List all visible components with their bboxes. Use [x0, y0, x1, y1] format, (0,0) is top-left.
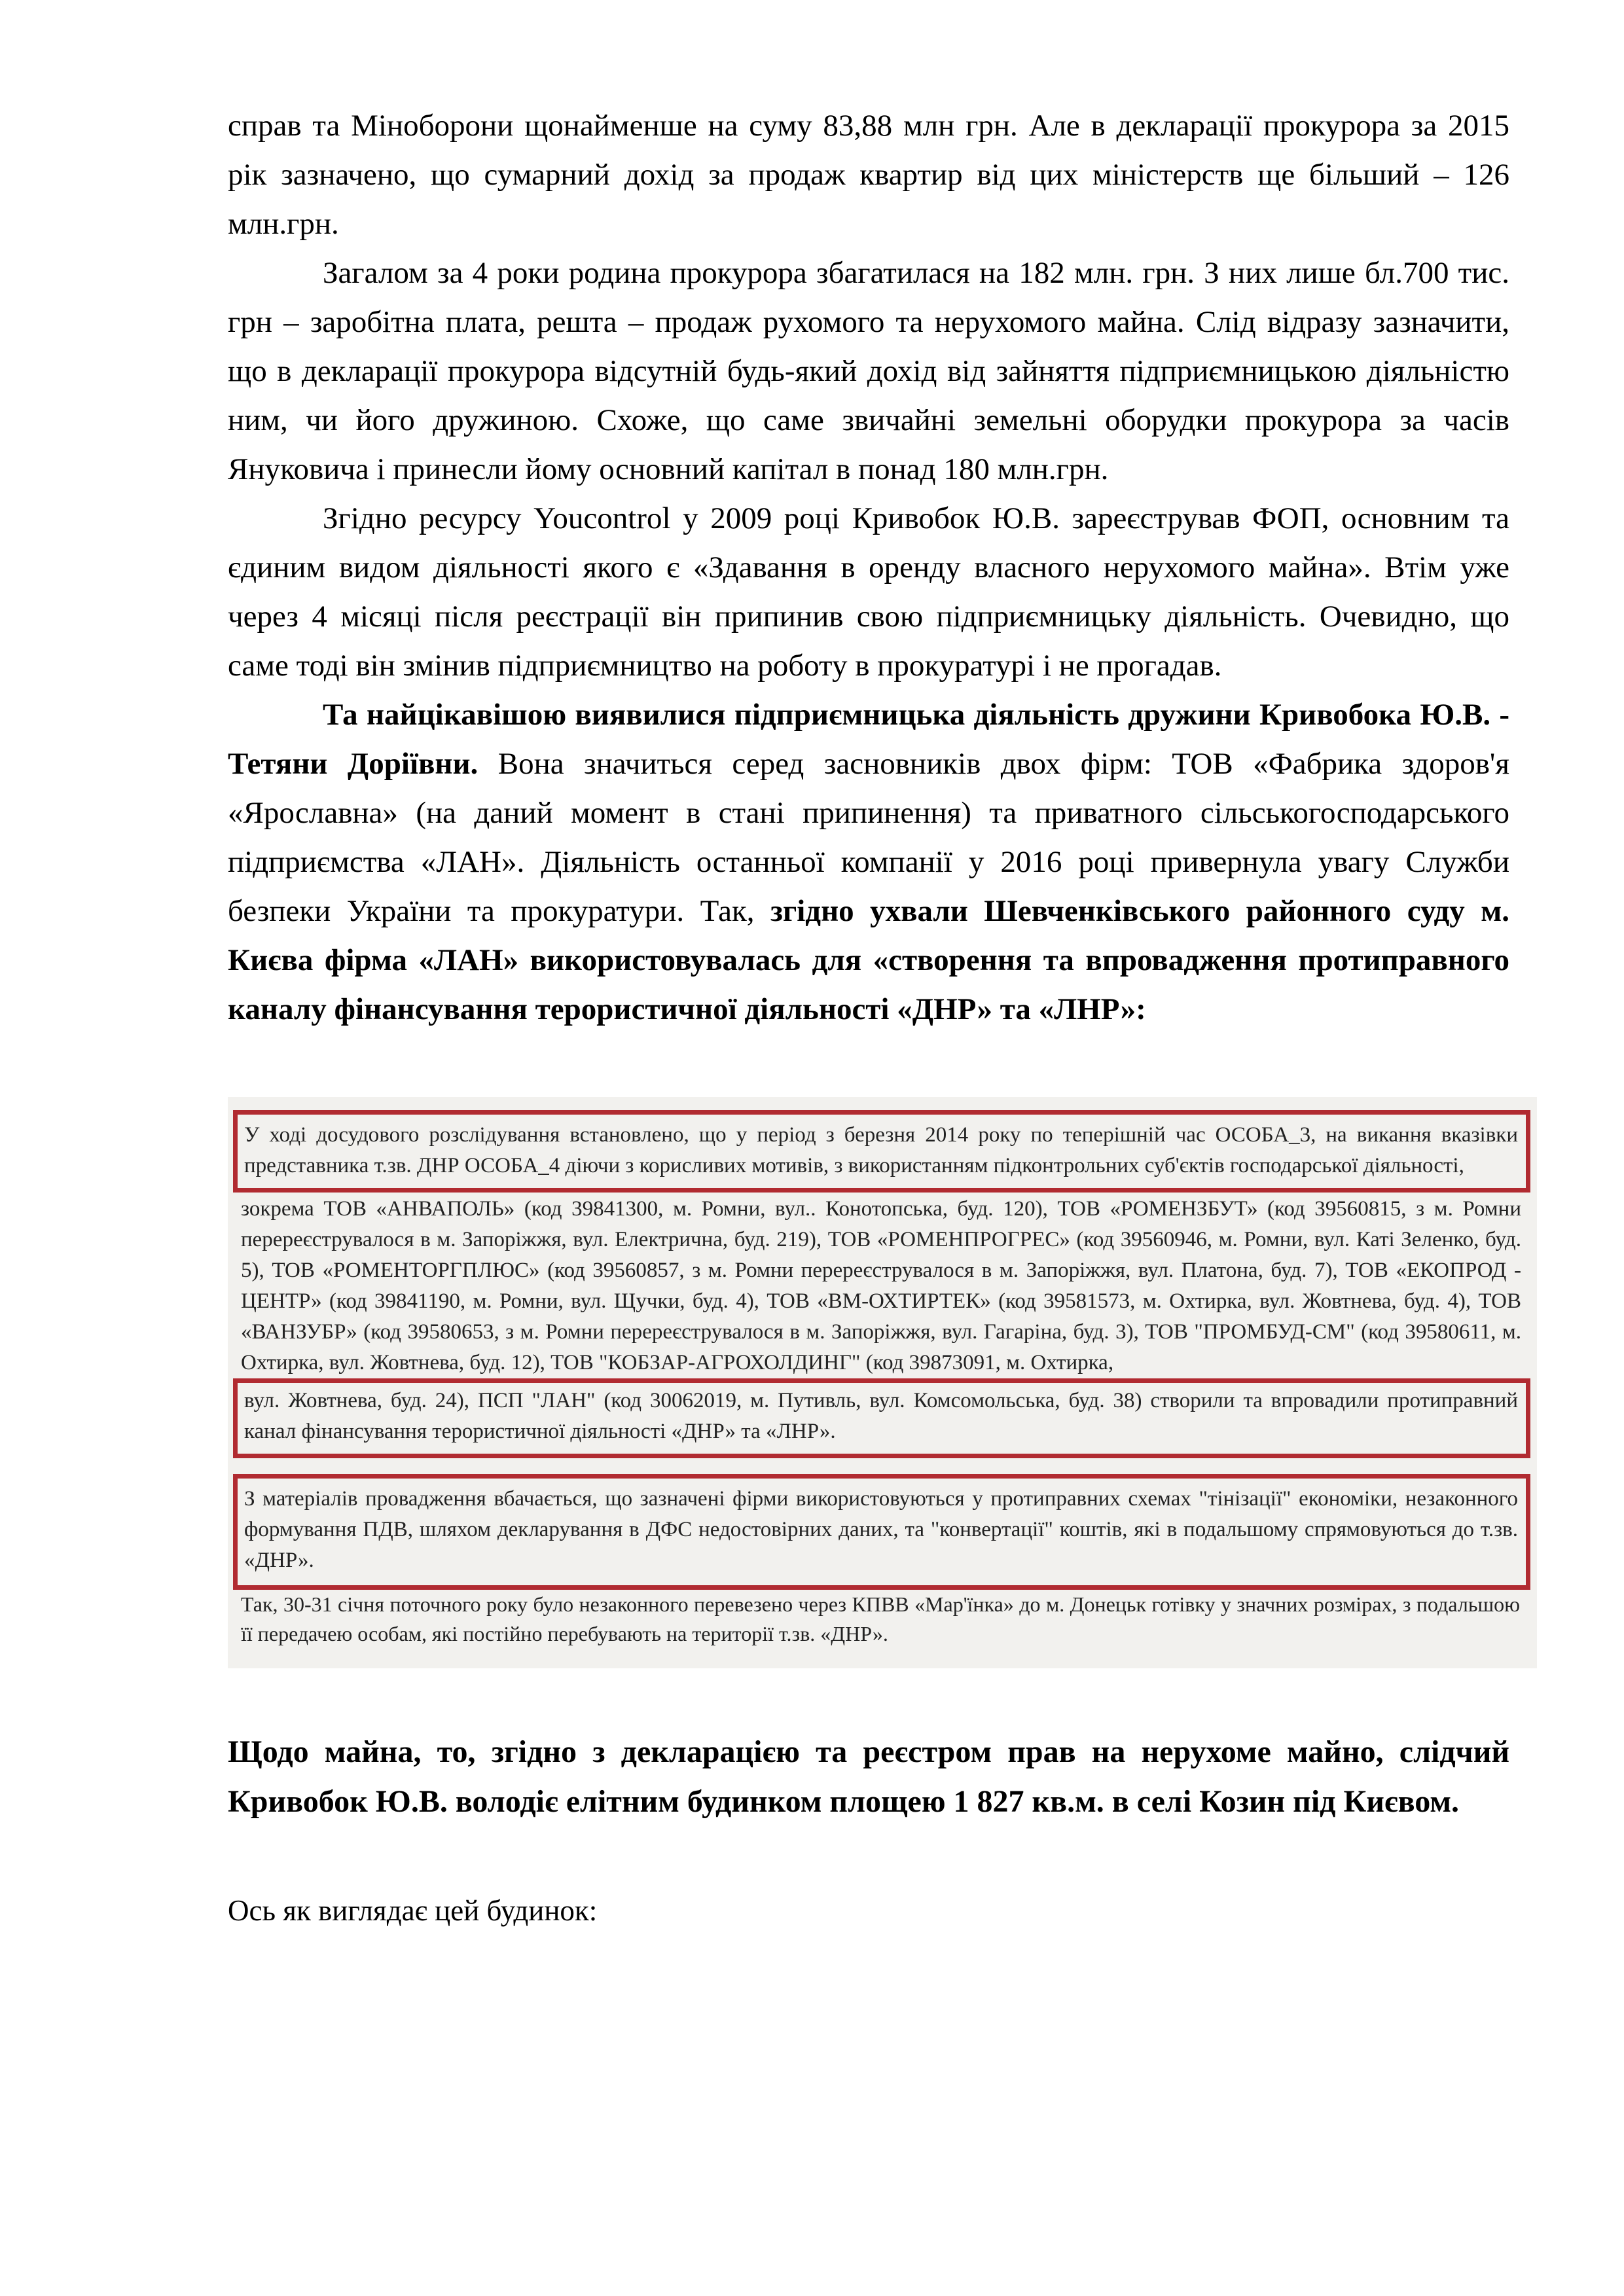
paragraph-property-statement: Щодо майна, то, згідно з декларацією та реєстром прав на нерухоме майно, слідчий Кривобок Ю.В. володіє елітним будинком площею 1 827 кв.м. в селі Козин під Києвом. — [228, 1734, 1509, 1819]
excerpt-boxed-paragraph-1: У ході досудового розслідування встановлено, що у період з березня 2014 року по теперішній час ОСОБА_3, на викання вказівки представника т.зв. ДНР ОСОБА_4 діючи з корисливих мотивів, з використанням підконтрольних суб'єктів господарської діяльності, — [244, 1123, 1518, 1177]
excerpt-highlight-box-2 — [233, 1378, 1530, 1458]
court-ruling-bold-tail: згідно ухвали Шевченківського районного суду м. Києва фірма «ЛАН» використовувалась для «створення та впровадження протиправного каналу фінансування терористичної діяльності «ДНР» та «ЛНР»: — [228, 894, 1509, 1026]
paragraph-ministry-sales: справ та Міноборони щонайменше на суму 83,88 млн грн. Але в декларації прокурора за 2015 рік зазначено, що сумарний дохід за продаж квартир від цих міністерств ще більший – 126 млн.грн. — [228, 109, 1509, 241]
paragraph-youcontrol: Згідно ресурсу Youcontrol у 2009 році Кривобок Ю.В. зареєстрував ФОП, основним та єдиним видом діяльності якого є «Здавання в оренду власного нерухомого майна». Втім уже через 4 місяці після реєстрації він припинив свою підприємницьку діяльність. Очевидно, що саме тоді він змінив підприємництво на роботу в прокуратурі і не прогадав. — [228, 501, 1509, 683]
paragraph-house-intro: Ось як виглядає цей будинок: — [228, 1894, 598, 1927]
wife-business-normal-run: Вона значиться серед засновників двох фірм: ТОВ «Фабрика здоров'я «Ярославна» (на даний момент в стані припинення) та приватного сільськогосподарського підприємства «ЛАН». Діяльність останньої компанії у 2016 році привернула увагу Служби безпеки України та прокуратури. Так, — [228, 747, 1510, 928]
wife-business-bold-lead: Та найцікавішою виявилися підприємницька діяльність дружини Кривобока Ю.В. - Тетяни Доріївни. — [228, 698, 1509, 781]
excerpt-boxed-paragraph-2: вул. Жовтнева, буд. 24), ПСП "ЛАН" (код 30062019, м. Путивль, вул. Комсомольська, буд. 38) створили та впровадили протиправний канал фінансування терористичної діяльності «ДНР» та «ЛНР». — [244, 1389, 1518, 1443]
excerpt-boxed-paragraph-3: З матеріалів провадження вбачається, що зазначені фірми використовуються у протиправних схемах "тінізації" економіки, незаконного формування ПДВ, шляхом декларування в ДФС недостовірних даних, та "конвертації" коштів, які в подальшому спрямовуються до т.зв. «ДНР». — [244, 1487, 1518, 1572]
paragraph-family-income: Загалом за 4 роки родина прокурора збагатилася на 182 млн. грн. З них лише бл.700 тис. грн – заробітна плата, решта – продаж рухомого та нерухомого майна. Слід відразу зазначити, що в декларації прокурора відсутній будь-який дохід від зайняття підприємницькою діяльністю ним, чи його дружиною. Схоже, що саме звичайні земельні оборудки прокурора за часів Януковича і принесли йому основний капітал в понад 180 млн.грн. — [228, 256, 1509, 486]
court-register-excerpt-image — [228, 1097, 1537, 1668]
excerpt-highlight-box-1 — [233, 1110, 1530, 1193]
paragraph-wife-business — [228, 691, 1509, 1034]
excerpt-company-list: зокрема ТОВ «АНВАПОЛЬ» (код 39841300, м. Ромни, вул.. Конотопська, буд. 120), ТОВ «РОМЕНЗБУТ» (код 39560815, з м. Ромни перереєструвалося в м. Запоріжжя, вул. Електрична, буд. 219), ТОВ «РОМЕНПРОГРЕС» (код 39560946, м. Ромни, вул. Каті Зеленко, буд. 5), ТОВ «РОМЕНТОРГПЛЮС» (код 39560857, з м. Ромни перереєструвалося в м. Запоріжжя, вул. Платона, буд. 7), ТОВ «ЕКОПРОД - ЦЕНТР» (код 39841190, м. Ромни, вул. Щучки, буд. 4), ТОВ «ВМ-ОХТИРТЕК» (код 39581573, м. Охтирка, вул. Жовтнева, буд. 4), ТОВ «ВАНЗУБР» (код 39580653, з м. Ромни перереєструвалося в м. Запоріжжя, вул. Гагаріна, буд. 3), ТОВ "ПРОМБУД-СМ" (код 39580611, м. Охтирка, вул. Жовтнева, буд. 12), ТОВ "КОБЗАР-АГРОХОЛДИНГ" (код 39873091, м. Охтирка, — [241, 1197, 1521, 1374]
excerpt-highlight-box-3 — [233, 1474, 1530, 1590]
page-content — [228, 101, 1521, 1930]
excerpt-cash-transfer-note: Так, 30-31 січня поточного року було незаконного перевезено через КПВВ «Мар'їнка» до м. Донецьк готівку у значних розмірах, з подальшою її передачею особам, які постійно перебувають на території т.зв. «ДНР». — [241, 1592, 1520, 1645]
